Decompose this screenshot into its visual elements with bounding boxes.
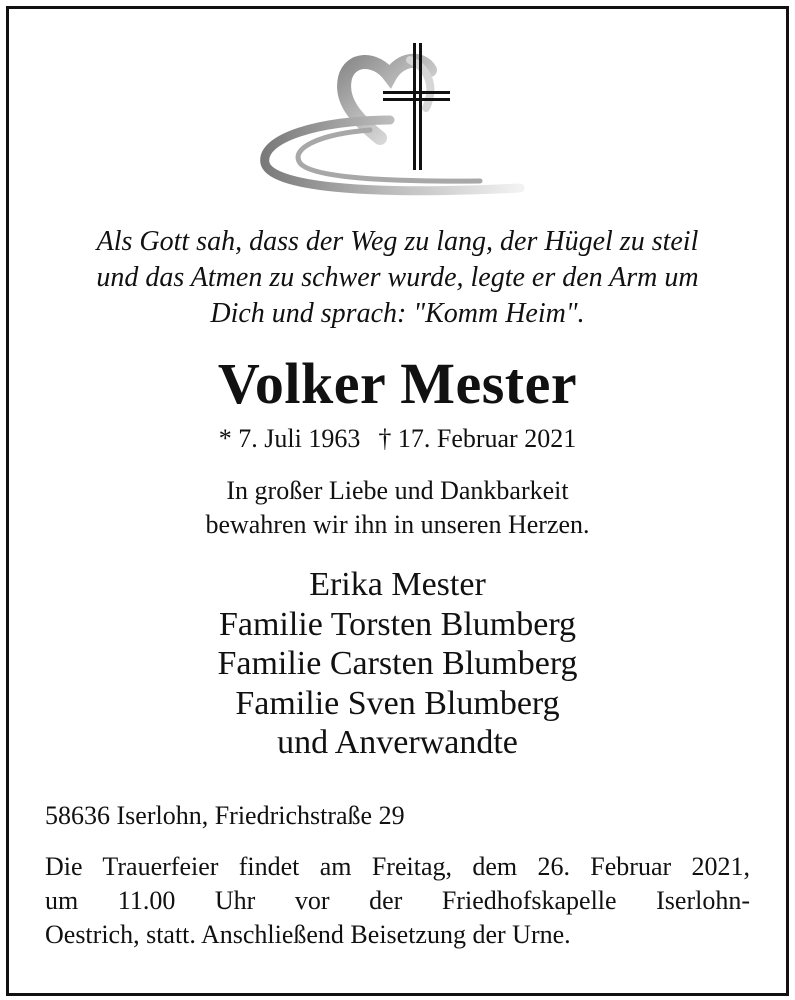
notice-line: um 11.00 Uhr vor der Friedhofskapelle Iserlohn- xyxy=(45,886,750,915)
notice-line: Die Trauerfeier findet am Freitag, dem 26. Februar 2021, xyxy=(45,852,750,881)
heart-cross-icon xyxy=(250,38,530,203)
dedication-text xyxy=(0,474,795,542)
quote-line: Als Gott sah, dass der Weg zu lang, der Hügel zu steil xyxy=(96,226,699,257)
memorial-quote xyxy=(0,224,795,332)
mourner-item: Familie Torsten Blumberg xyxy=(218,605,577,643)
quote-line: Dich und sprach: "Komm Heim". xyxy=(210,298,585,329)
mourner-item: Familie Carsten Blumberg xyxy=(217,645,578,682)
death-date: † 17. Februar 2021 xyxy=(378,424,577,453)
dedication-line: In großer Liebe und Dankbarkeit xyxy=(226,476,569,505)
life-dates xyxy=(0,423,795,455)
dedication-line: bewahren wir ihn in unseren Herzen. xyxy=(205,510,590,539)
deceased-name: Volker Mester xyxy=(217,351,578,416)
address: 58636 Iserlohn, Friedrichstraße 29 xyxy=(45,801,405,830)
funeral-notice xyxy=(45,850,750,952)
quote-line: und das Atmen zu schwer wurde, legte er den Arm um xyxy=(96,262,699,293)
mourners-list xyxy=(0,565,795,763)
mourner-item: Erika Mester xyxy=(309,566,486,603)
mourner-item: Familie Sven Blumberg xyxy=(235,684,560,722)
notice-line: Oestrich, statt. Anschließend Beisetzung der Urne. xyxy=(45,920,571,949)
birth-date: * 7. Juli 1963 xyxy=(218,424,361,453)
mourner-item: und Anverwandte xyxy=(277,724,518,761)
